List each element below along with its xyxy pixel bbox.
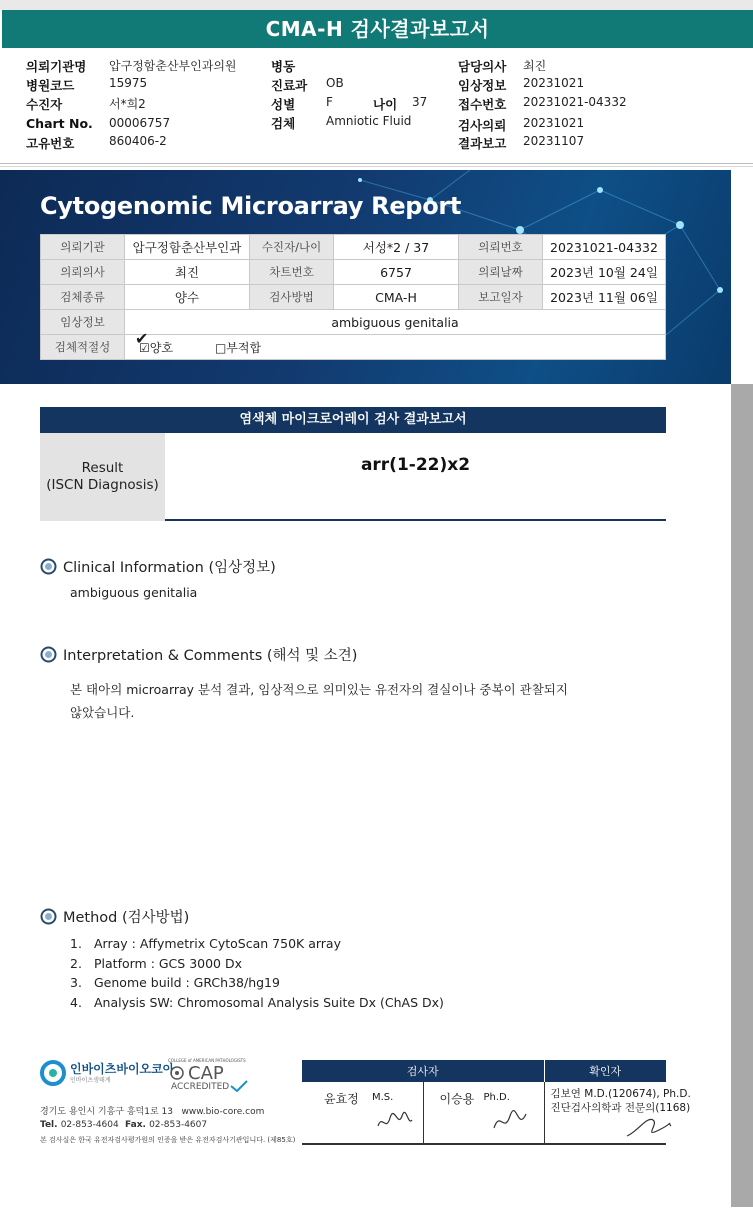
tester2-signature [490, 1106, 530, 1136]
clinical-heading-text: Clinical Information (임상정보) [63, 560, 276, 576]
section-bullet-icon [40, 558, 57, 575]
value-age: 37 [412, 95, 428, 109]
value-doctor: 최진 [523, 59, 547, 73]
cap-accredited: ACCREDITED [171, 1082, 230, 1092]
list-text: Genome build : GRCh38/hg19 [94, 975, 280, 990]
section-bullet-icon [40, 908, 57, 925]
top-strip [0, 0, 753, 10]
report-title: CMA-H 검사결과보고서 [2, 10, 753, 48]
company-name: 인바이츠바이오코아 [70, 1062, 175, 1076]
checkmark-icon: ✔ [135, 329, 149, 348]
info-cell-label: 차트번호 [250, 260, 334, 285]
info-row-adequacy [41, 335, 666, 360]
info-cell-value: 압구정함춘산부인과 [125, 235, 250, 260]
confirmer-line1: 김보연 M.D.(120674), Ph.D. [550, 1088, 691, 1100]
label-test-request: 검사의뢰 [458, 118, 507, 133]
fax-label: Fax. [125, 1120, 146, 1130]
interpretation-heading [40, 644, 357, 665]
info-cell-label: 의뢰날짜 [459, 260, 543, 285]
info-cell-label: 검체종류 [41, 285, 125, 310]
method-heading [40, 906, 189, 927]
tester1-name: 윤효정 [324, 1092, 359, 1106]
value-patient: 서*희2 [109, 97, 146, 111]
info-cell-value: 서성*2 / 37 [334, 235, 459, 260]
adequacy-bad-checkbox: □부적합 [214, 340, 262, 355]
label-sex: 성별 [271, 97, 296, 112]
company-subname: 인바이츠생태계 [70, 1077, 111, 1084]
label-patient: 수진자 [26, 97, 63, 112]
value-sex: F [326, 95, 333, 109]
value-chart-no: 00006757 [109, 116, 171, 130]
adequacy-good-checkbox: ☑양호 [139, 340, 173, 355]
cap-logo [168, 1058, 248, 1098]
label-ward: 병동 [271, 59, 296, 74]
interpretation-line2: 않았습니다. [70, 705, 135, 720]
list-text: Platform : GCS 3000 Dx [94, 955, 243, 971]
confirmer-line2: 진단검사의학과 전문의(1168) [550, 1102, 691, 1114]
tester1-signature [374, 1106, 414, 1136]
header-info [0, 52, 753, 164]
list-item [70, 956, 444, 976]
info-cell-label: 보고일자 [459, 285, 543, 310]
label-clinical-info: 임상정보 [458, 78, 507, 93]
cap-check-icon [230, 1080, 248, 1092]
tel-value: 02-853-4604 [60, 1120, 119, 1130]
result-label-line2: (ISCN Diagnosis) [46, 477, 159, 493]
info-cell-value: 2023년 10월 24일 [543, 260, 666, 285]
tel-label: Tel. [40, 1120, 58, 1130]
result-section-title: 염색체 마이크로어레이 검사 결과보고서 [40, 407, 666, 433]
interpretation-heading-text: Interpretation & Comments (해석 및 소견) [63, 648, 358, 664]
adequacy-label: 검체적절성 [41, 335, 125, 360]
clinical-info-label: 임상정보 [41, 310, 125, 335]
value-specimen: Amniotic Fluid [326, 114, 412, 128]
tester2-name: 이승용 [439, 1092, 475, 1106]
list-item [70, 975, 444, 995]
info-cell-value: 2023년 11월 06일 [543, 285, 666, 310]
method-heading-text: Method (검사방법) [63, 910, 190, 926]
value-department: OB [326, 76, 344, 90]
value-hospital-code: 15975 [109, 76, 148, 90]
info-cell-value: 양수 [125, 285, 250, 310]
list-number: 4. [70, 994, 82, 1010]
label-specimen: 검체 [271, 116, 296, 131]
tester1-degree: M.S. [372, 1092, 394, 1103]
result-label-line1: Result [81, 460, 124, 476]
value-result-report: 20231107 [523, 134, 585, 148]
scrollbar-track-top [731, 170, 753, 384]
confirmer-cell [544, 1082, 691, 1144]
info-cell-label: 의뢰기관 [41, 235, 125, 260]
info-cell-label: 검사방법 [250, 285, 334, 310]
clinical-text: ambiguous genitalia [70, 585, 198, 600]
label-hospital-code: 병원코드 [26, 78, 75, 93]
tester2-cell [423, 1082, 544, 1144]
info-row [41, 235, 666, 260]
section-bullet-icon [40, 646, 57, 663]
cap-text: CAP [188, 1063, 224, 1084]
iscn-result: arr(1-22)x2 [360, 455, 471, 475]
info-row [41, 285, 666, 310]
label-result-report: 결과보고 [458, 136, 507, 151]
tester2-degree: Ph.D. [483, 1092, 510, 1103]
tester-header: 검사자 [302, 1060, 544, 1082]
list-item [70, 995, 444, 1015]
label-requesting-institution: 의뢰기관명 [26, 59, 87, 74]
confirmer-header: 확인자 [544, 1060, 666, 1082]
clinical-heading [40, 556, 276, 577]
list-number: 3. [70, 975, 82, 990]
info-cell-label: 의뢰의사 [41, 260, 125, 285]
cap-emblem-icon [170, 1066, 184, 1080]
result-label [40, 433, 165, 521]
info-cell-label: 수진자/나이 [250, 235, 334, 260]
info-row [41, 260, 666, 285]
info-cell-value: 6757 [334, 260, 459, 285]
list-number: 1. [70, 936, 82, 951]
company-address [40, 1106, 295, 1147]
cap-top-text: COLLEGE of AMERICAN PATHOLOGISTS [168, 1058, 246, 1063]
label-doctor: 담당의사 [458, 59, 507, 74]
value-test-request: 20231021 [523, 116, 585, 130]
label-receipt-no: 접수번호 [458, 97, 507, 112]
interpretation-line1: 본 태아의 microarray 분석 결과, 임상적으로 의미있는 유전자의 결실이나 중복이 관찰되지 [70, 682, 568, 697]
list-text: Array : Affymetrix CytoScan 750K array [94, 936, 341, 951]
list-text: Analysis SW: Chromosomal Analysis Suite Dx (ChAS Dx) [94, 994, 444, 1010]
patient-info-table [40, 234, 666, 360]
confirmer-signature [623, 1112, 673, 1142]
label-unique-no: 고유번호 [26, 136, 75, 151]
company-logo-icon [40, 1060, 66, 1086]
label-department: 진료과 [271, 78, 308, 93]
info-cell-value: CMA-H [334, 285, 459, 310]
adequacy-value [125, 329, 666, 360]
list-item [70, 936, 444, 956]
label-age: 나이 [373, 97, 398, 112]
result-box [40, 433, 666, 521]
address-text: 경기도 용인시 기흥구 흥덕1로 13 [40, 1107, 173, 1117]
scrollbar-thumb[interactable] [731, 384, 753, 1207]
header-divider-2 [0, 166, 753, 167]
list-number: 2. [70, 955, 82, 971]
info-cell-value: 20231021-04332 [543, 235, 666, 260]
info-cell-value: 최진 [125, 260, 250, 285]
label-chart-no: Chart No. [26, 116, 93, 131]
banner-title: Cytogenomic Microarray Report [40, 192, 462, 220]
value-unique-no: 860406-2 [109, 134, 167, 148]
info-cell-label: 의뢰번호 [459, 235, 543, 260]
clinical-info-value: ambiguous genitalia [125, 310, 666, 335]
method-list [70, 936, 444, 1014]
fax-value: 02-853-4607 [149, 1120, 208, 1130]
value-requesting-institution: 압구정함춘산부인과의원 [109, 59, 237, 73]
report-banner [0, 170, 731, 384]
header-divider [0, 163, 753, 164]
tester1-cell [302, 1082, 423, 1144]
accreditation-notice: 본 검사실은 한국 유전자검사평가원의 인증을 받은 유전자검사기관입니다. (제85호) [40, 1136, 296, 1144]
value-receipt-no: 20231021-04332 [523, 95, 627, 109]
website-text: www.bio-core.com [181, 1107, 265, 1117]
signature-table [302, 1060, 691, 1145]
value-clinical-info: 20231021 [523, 76, 585, 90]
